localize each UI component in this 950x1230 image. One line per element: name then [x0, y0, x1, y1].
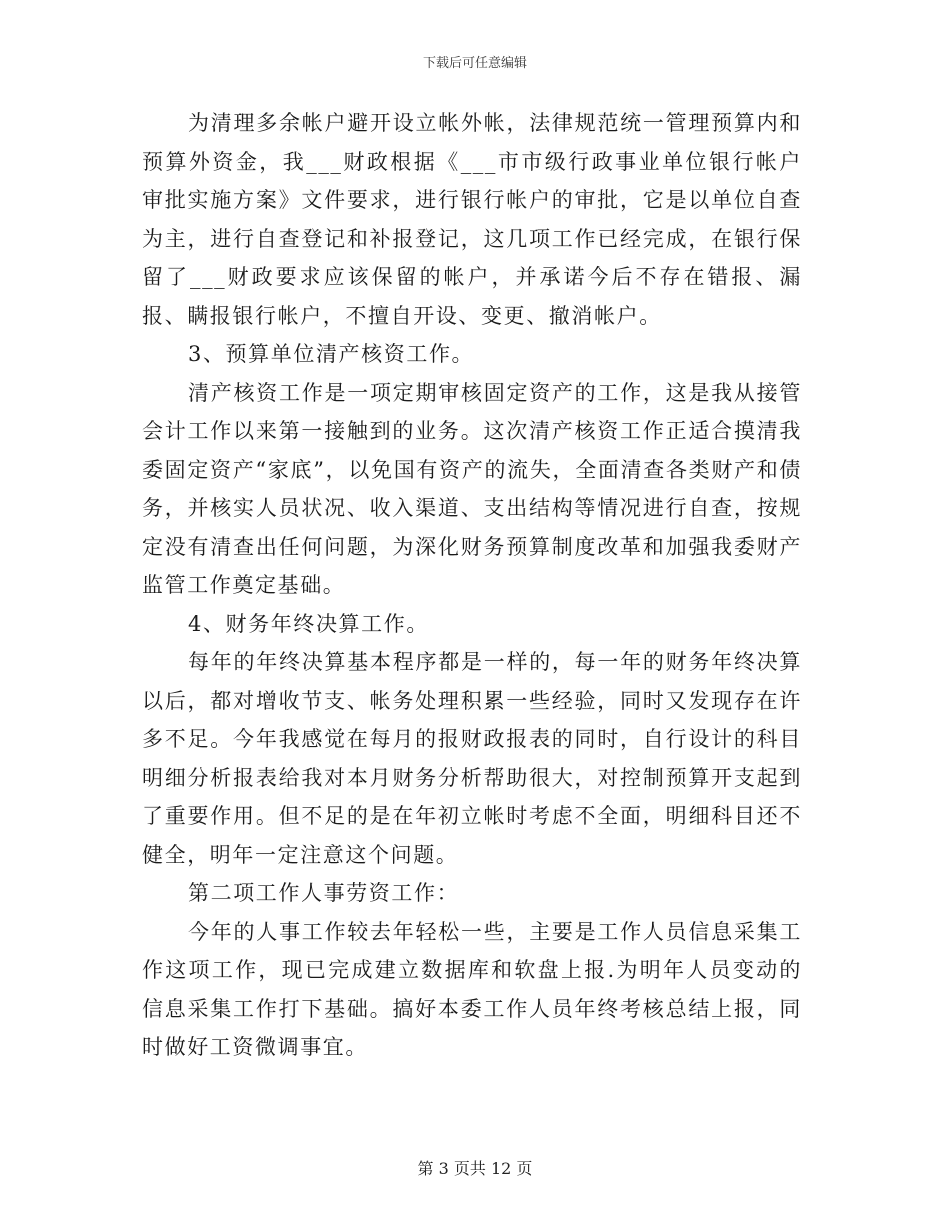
- heading-asset-verification: 3、预算单位清产核资工作。: [188, 342, 475, 366]
- paragraph-personnel-work: 今年的人事工作较去年轻松一些，主要是工作人员信息采集工作这项工作，现已完成建立数据库和软盘上报.为明年人员变动的信息采集工作打下基础。搞好本委工作人员年终考核总结上报，同时做好工资微调事宜。: [142, 919, 802, 1059]
- heading-year-end-accounts: 4、财务年终决算工作。: [188, 611, 429, 636]
- page-header: 下载后可任意编辑: [422, 56, 527, 71]
- paragraph-asset-verification: 清产核资工作是一项定期审核固定资产的工作，这是我从接管会计工作以来第一接触到的业务。这次清产核资工作正适合摸清我委固定资产“家底”，以免国有资产的流失，全面清查各类财产和债务，并核实人员状况、收入渠道、支出结构等情况进行自查，按规定没有清查出任何问题，为深化财务预算制度改革和加强我委财产监管工作奠定基础。: [142, 380, 802, 597]
- document-body: [142, 104, 802, 1067]
- paragraph-bank-accounts: 为清理多余帐户避开设立帐外帐，法律规范统一管理预算内和预算外资金，我___财政根据《___市市级行政事业单位银行帐户审批实施方案》文件要求，进行银行帐户的审批，它是以单位自查为主，进行自查登记和补报登记，这几项工作已经完成，在银行保留了___财政要求应该保留的帐户，并承诺今后不存在错报、漏报、瞒报银行帐户，不擅自开设、变更、撤消帐户。: [142, 111, 802, 328]
- paragraph-year-end-accounts: 每年的年终决算基本程序都是一样的，每一年的财务年终决算以后，都对增收节支、帐务处理积累一些经验，同时又发现存在许多不足。今年我感觉在每月的报财政报表的同时，自行设计的科目明细分析报表给我对本月财务分析帮助很大，对控制预算开支起到了重要作用。但不足的是在年初立帐时考虑不全面，明细科目还不健全，明年一定注意这个问题。: [142, 650, 802, 867]
- heading-personnel-work: 第二项工作人事劳资工作：: [188, 881, 460, 905]
- page-number: 第 3 页共 12 页: [417, 1159, 533, 1178]
